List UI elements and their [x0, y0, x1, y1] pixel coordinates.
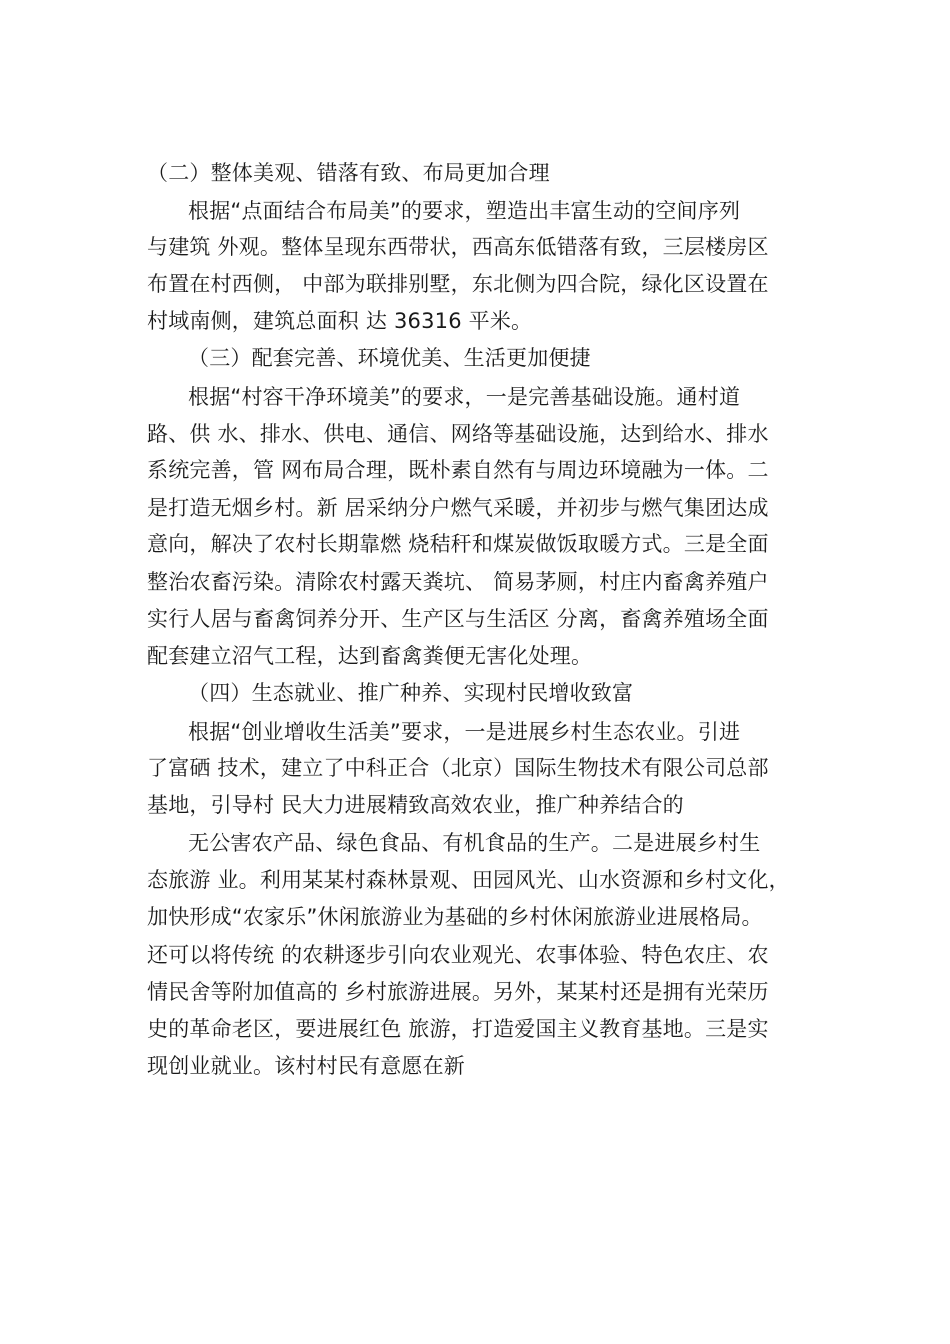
section-heading-3: （三）配套完善、环境优美、生活更加便捷 [188, 346, 591, 370]
paragraph-line: 还可以将传统 的农耕逐步引向农业观光、农事体验、特色农庄、农 [147, 943, 769, 967]
paragraph-line: 路、供 水、排水、供电、通信、网络等基础设施，达到给水、排水 [147, 422, 769, 446]
section-heading-4: （四）生态就业、推广种养、实现村民增收致富 [188, 681, 634, 705]
paragraph-line: 了富硒 技术，建立了中科正合（北京）国际生物技术有限公司总部 [147, 756, 769, 780]
paragraph-line: 与建筑 外观。整体呈现东西带状，西高东低错落有致，三层楼房区 [147, 235, 769, 259]
paragraph-line: 整治农畜污染。清除农村露天粪坑、 简易茅厕，村庄内畜禽养殖户 [147, 570, 769, 594]
paragraph-line: 是打造无烟乡村。新 居采纳分户燃气采暖，并初步与燃气集团达成 [147, 496, 769, 520]
paragraph-line: 根据“创业增收生活美”要求，一是进展乡村生态农业。引进 [188, 720, 741, 744]
paragraph-line: 根据“村容干净环境美”的要求，一是完善基础设施。通村道 [188, 385, 741, 409]
paragraph-line: 加快形成“农家乐”休闲旅游业为基础的乡村休闲旅游业进展格局。 [147, 905, 763, 929]
paragraph-line: 根据“点面结合布局美”的要求，塑造出丰富生动的空间序列 [188, 199, 741, 223]
paragraph-line: 系统完善，管 网布局合理，既朴素自然有与周边环境融为一体。二 [147, 458, 769, 482]
paragraph-line: 实行人居与畜禽饲养分开、生产区与生活区 分离，畜禽养殖场全面 [147, 607, 769, 631]
paragraph-line: 村域南侧，建筑总面积 达 36316 平米。 [147, 309, 533, 333]
paragraph-line: 基地，引导村 民大力进展精致高效农业，推广种养结合的 [147, 793, 684, 817]
paragraph-line: 史的革命老区，要进展红色 旅游，打造爱国主义教育基地。三是实 [147, 1017, 769, 1041]
paragraph-line: 无公害农产品、绿色食品、有机食品的生产。二是进展乡村生 [188, 831, 761, 855]
paragraph-line: 意向，解决了农村长期靠燃 烧秸秆和煤炭做饭取暖方式。三是全面 [147, 532, 769, 556]
paragraph-line: 态旅游 业。利用某某村森林景观、田园风光、山水资源和乡村文化， [147, 868, 790, 892]
paragraph-line: 情民舍等附加值高的 乡村旅游进展。另外，某某村还是拥有光荣历 [147, 980, 769, 1004]
paragraph-line: 布置在村西侧， 中部为联排别墅，东北侧为四合院，绿化区设置在 [147, 272, 769, 296]
paragraph-line: 配套建立沼气工程，达到畜禽粪便无害化处理。 [147, 644, 593, 668]
section-heading-2: （二）整体美观、错落有致、布局更加合理 [147, 161, 550, 185]
paragraph-line: 现创业就业。该村村民有意愿在新 [147, 1054, 465, 1078]
